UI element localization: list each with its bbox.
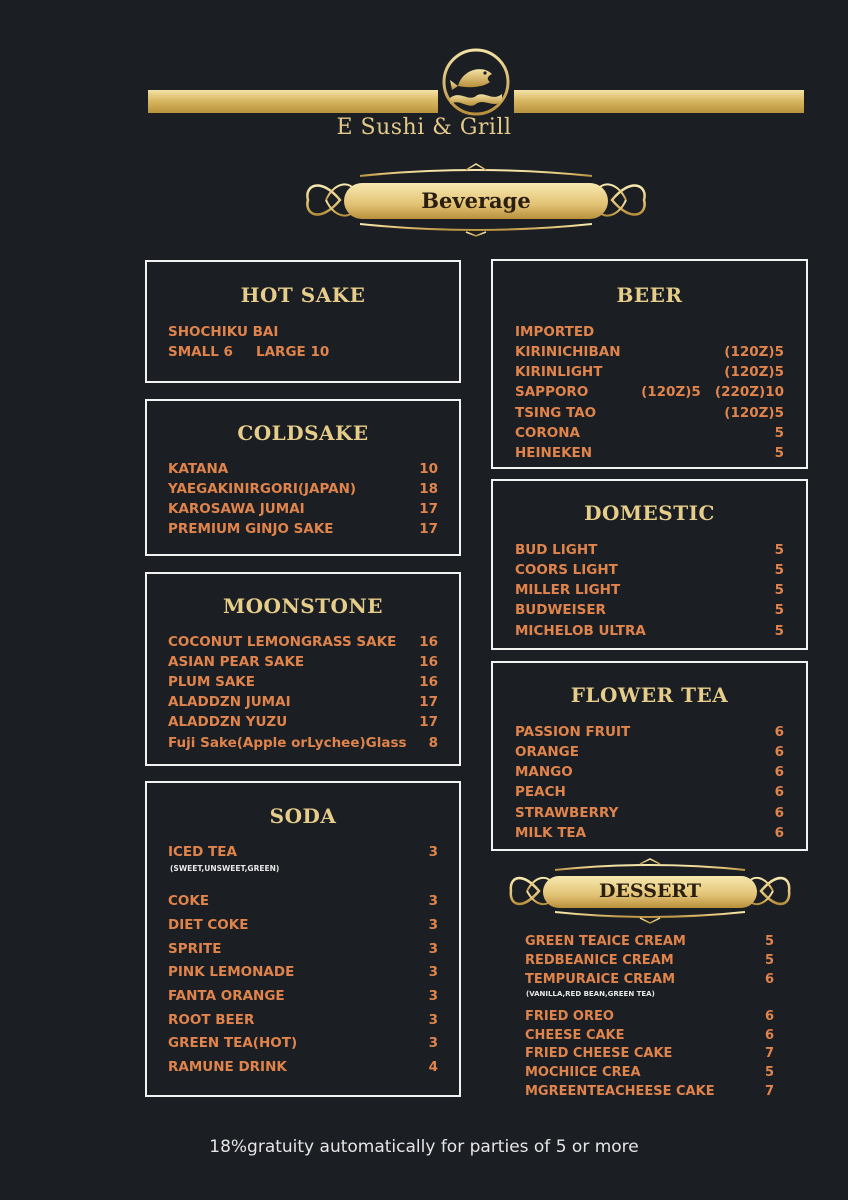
list-item: STRAWBERRY xyxy=(515,805,619,821)
item-price: 3 xyxy=(428,893,438,909)
list-item: ICED TEA xyxy=(168,844,237,860)
flower-tea-title: FLOWER TEA xyxy=(570,683,729,707)
list-item: PINK LEMONADE xyxy=(168,964,295,980)
item-price: 5 xyxy=(774,582,784,598)
item-price: 5 xyxy=(774,623,784,639)
beverage-banner-label: Beverage xyxy=(421,188,531,213)
hot-sake-large: LARGE 10 xyxy=(256,344,330,360)
soda-title: SODA xyxy=(269,804,337,828)
item-price: 7 xyxy=(764,1046,774,1061)
item-price: (120Z)5 (220Z)10 xyxy=(641,384,784,400)
list-item: COCONUT LEMONGRASS SAKE xyxy=(168,634,397,650)
hot-sake-item: SHOCHIKU BAI xyxy=(168,324,279,340)
list-item: HEINEKEN xyxy=(515,445,593,461)
list-item: FRIED OREO xyxy=(525,1009,614,1024)
item-price: 6 xyxy=(774,744,784,760)
hot-sake-small: SMALL 6 xyxy=(168,344,233,360)
list-item: MGREENTEACHEESE CAKE xyxy=(525,1084,715,1099)
list-item: ALADDZN YUZU xyxy=(168,714,288,730)
beer-subheading: IMPORTED xyxy=(515,324,595,340)
item-price: 18 xyxy=(419,481,438,497)
item-price: 17 xyxy=(419,714,438,730)
domestic-section xyxy=(491,479,808,650)
item-price: 3 xyxy=(428,844,438,860)
list-item: KATANA xyxy=(168,461,229,477)
item-price: 16 xyxy=(419,674,438,690)
list-item: MOCHIICE CREA xyxy=(525,1065,641,1080)
item-price: 6 xyxy=(764,972,774,987)
list-item: KAROSAWA JUMAI xyxy=(168,501,305,517)
item-price: 8 xyxy=(428,735,438,751)
flower-tea-section xyxy=(491,661,808,851)
hot-sake-section xyxy=(145,260,461,383)
list-item: CHEESE CAKE xyxy=(525,1028,625,1043)
list-item: TSING TAO xyxy=(515,405,597,421)
item-price: 5 xyxy=(764,934,774,949)
list-item: REDBEANICE CREAM xyxy=(525,953,674,968)
item-price: 5 xyxy=(764,953,774,968)
item-price: 5 xyxy=(774,542,784,558)
list-item: PREMIUM GINJO SAKE xyxy=(168,521,334,537)
list-item: PASSION FRUIT xyxy=(515,724,631,740)
item-price: 17 xyxy=(419,694,438,710)
item-note: (SWEET,UNSWEET,GREEN) xyxy=(170,864,280,873)
item-price: 17 xyxy=(419,521,438,537)
item-price: 6 xyxy=(774,764,784,780)
list-item: SPRITE xyxy=(168,941,222,957)
item-price: 6 xyxy=(774,724,784,740)
header-gold-bar-right xyxy=(514,90,804,113)
list-item: Fuji Sake(Apple orLychee)Glass xyxy=(168,735,407,751)
item-price: (120Z)5 xyxy=(724,344,784,360)
item-price: 5 xyxy=(774,445,784,461)
dessert-banner xyxy=(505,858,795,924)
list-item: TEMPURAICE CREAM xyxy=(525,972,676,987)
item-price: 6 xyxy=(774,784,784,800)
hot-sake-title: HOT SAKE xyxy=(240,283,366,307)
item-price: 5 xyxy=(774,425,784,441)
list-item: FANTA ORANGE xyxy=(168,988,285,1004)
list-item: DIET COKE xyxy=(168,917,249,933)
item-price: 3 xyxy=(428,941,438,957)
header-gold-bar-left xyxy=(148,90,438,113)
gratuity-note: 18%gratuity automatically for parties of 5 or more xyxy=(209,1137,639,1157)
item-price: 10 xyxy=(419,461,438,477)
list-item: ROOT BEER xyxy=(168,1012,255,1028)
item-price: 6 xyxy=(774,825,784,841)
list-item: BUD LIGHT xyxy=(515,542,598,558)
list-item: SAPPORO xyxy=(515,384,589,400)
list-item: ORANGE xyxy=(515,744,579,760)
item-price: 6 xyxy=(774,805,784,821)
item-price: 17 xyxy=(419,501,438,517)
item-price: 6 xyxy=(764,1009,774,1024)
restaurant-name: E Sushi & Grill xyxy=(336,115,512,140)
item-price: 16 xyxy=(419,654,438,670)
moonstone-title: MOONSTONE xyxy=(222,594,384,618)
item-price: 3 xyxy=(428,964,438,980)
soda-section xyxy=(145,781,461,1097)
beverage-banner xyxy=(300,162,652,238)
list-item: MICHELOB ULTRA xyxy=(515,623,646,639)
beer-title: BEER xyxy=(616,283,683,307)
moonstone-section xyxy=(145,572,461,766)
cold-sake-section xyxy=(145,399,461,556)
cold-sake-title: COLDSAKE xyxy=(237,421,369,445)
list-item: YAEGAKINIRGORI(JAPAN) xyxy=(168,481,357,497)
item-price: 5 xyxy=(774,602,784,618)
item-price: (120Z)5 xyxy=(724,364,784,380)
list-item: COORS LIGHT xyxy=(515,562,618,578)
list-item: MILLER LIGHT xyxy=(515,582,621,598)
list-item: KIRINLIGHT xyxy=(515,364,603,380)
item-price: 4 xyxy=(428,1059,438,1075)
item-price: 6 xyxy=(764,1028,774,1043)
item-price: 3 xyxy=(428,1035,438,1051)
list-item: FRIED CHEESE CAKE xyxy=(525,1046,673,1061)
list-item: ASIAN PEAR SAKE xyxy=(168,654,305,670)
item-price: 5 xyxy=(774,562,784,578)
list-item: BUDWEISER xyxy=(515,602,606,618)
item-price: 3 xyxy=(428,988,438,1004)
list-item: PLUM SAKE xyxy=(168,674,255,690)
item-price: 7 xyxy=(764,1084,774,1099)
list-item: PEACH xyxy=(515,784,566,800)
fish-logo-icon xyxy=(440,46,512,118)
item-price: (120Z)5 xyxy=(724,405,784,421)
dessert-banner-label: DESSERT xyxy=(598,880,702,902)
list-item: RAMUNE DRINK xyxy=(168,1059,287,1075)
item-price: 3 xyxy=(428,1012,438,1028)
list-item: KIRINICHIBAN xyxy=(515,344,621,360)
list-item: GREEN TEAICE CREAM xyxy=(525,934,686,949)
list-item: COKE xyxy=(168,893,210,909)
list-item: MILK TEA xyxy=(515,825,587,841)
list-item: ALADDZN JUMAI xyxy=(168,694,291,710)
item-note: (VANILLA,RED BEAN,GREEN TEA) xyxy=(526,990,655,998)
item-price: 5 xyxy=(764,1065,774,1080)
list-item: GREEN TEA(HOT) xyxy=(168,1035,298,1051)
list-item: MANGO xyxy=(515,764,573,780)
list-item: CORONA xyxy=(515,425,581,441)
domestic-title: DOMESTIC xyxy=(584,501,715,525)
item-price: 3 xyxy=(428,917,438,933)
item-price: 16 xyxy=(419,634,438,650)
beer-section xyxy=(491,259,808,469)
